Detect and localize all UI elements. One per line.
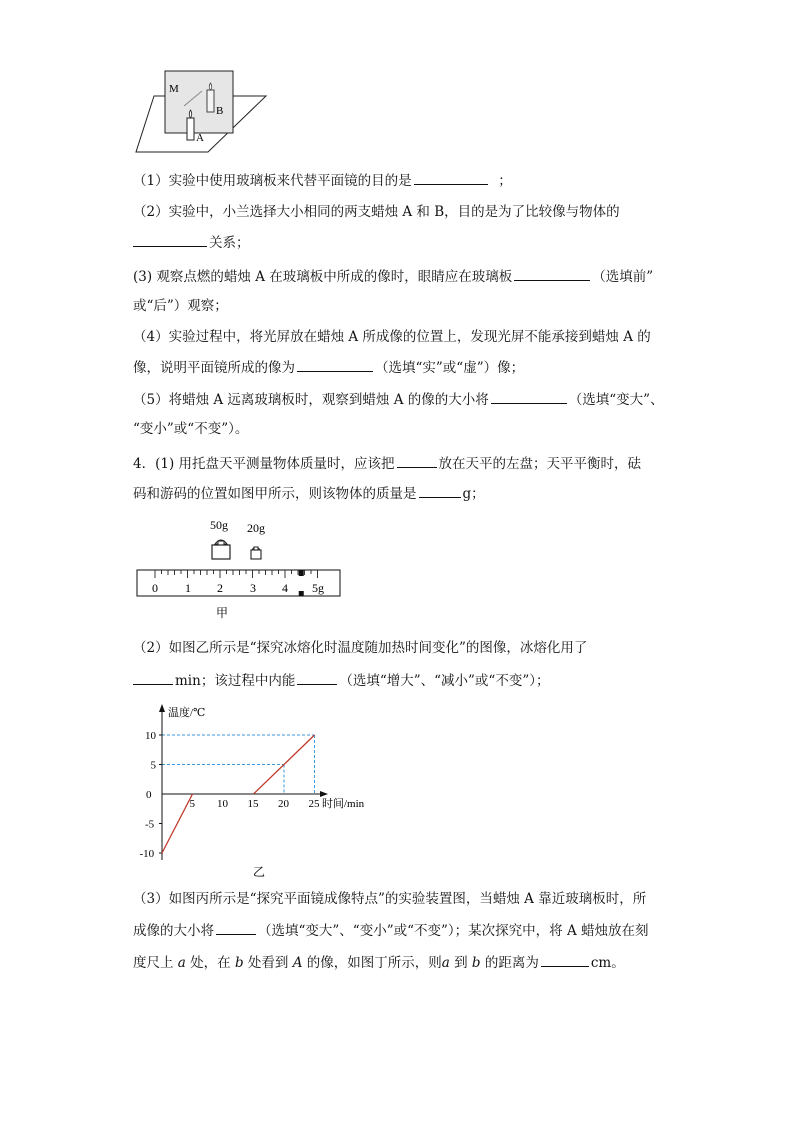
label-b: B xyxy=(216,105,224,117)
answer-blank[interactable] xyxy=(397,453,437,468)
y-tick-label: -5 xyxy=(145,818,155,831)
y-axis-arrow-icon xyxy=(159,704,165,712)
q4-line4: min；该过程中内能 （选填“增大”、“减小”或“不变”）； xyxy=(133,670,550,691)
answer-blank[interactable] xyxy=(216,920,256,935)
candle-a xyxy=(187,118,194,140)
tick-label: 4 xyxy=(282,581,288,595)
answer-blank[interactable] xyxy=(133,232,207,247)
x-axis-label: 时间/min xyxy=(322,798,365,810)
answer-blank[interactable] xyxy=(414,170,488,185)
mirror-figure xyxy=(132,66,272,156)
q4-line3: （2）如图乙所示是“探究冰熔化时温度随加热时间变化”的图像，冰熔化用了 xyxy=(133,640,588,656)
x-tick-label: 20 xyxy=(278,798,289,810)
q4-line1: 4．(1) 用托盘天平测量物体质量时，应该把 放在天平的左盘；天平平衡时，砝 xyxy=(133,453,641,474)
flame-b-icon xyxy=(209,83,212,90)
tick-label: 1 xyxy=(185,581,191,595)
answer-blank[interactable] xyxy=(514,266,590,281)
y-tick-label: 5 xyxy=(150,759,156,772)
answer-blank[interactable] xyxy=(541,952,589,967)
answer-blank[interactable] xyxy=(297,670,337,685)
tick-label: 0 xyxy=(152,581,158,595)
flame-a-icon xyxy=(189,110,192,118)
x-tick-label: 25 xyxy=(308,798,320,810)
q4-line5: （3）如图丙所示是“探究平面镜成像特点”的实验装置图，当蜡烛 A 靠近玻璃板时，所 xyxy=(133,891,647,907)
melting-chart xyxy=(128,700,388,880)
answer-blank[interactable] xyxy=(491,389,567,404)
candle-b xyxy=(207,90,214,112)
weight-50g-label: 50g xyxy=(210,518,228,532)
y-tick-label: -10 xyxy=(139,848,155,860)
answer-blank[interactable] xyxy=(419,483,461,498)
weight-20g-label: 20g xyxy=(247,521,265,535)
answer-blank[interactable] xyxy=(297,357,373,372)
q3-item4-line1: （4）实验过程中，将光屏放在蜡烛 A 所成像的位置上，发现光屏不能承接到蜡烛 A 的 xyxy=(133,329,651,345)
y-axis-label: 温度/℃ xyxy=(168,707,206,719)
weight-20g-icon xyxy=(251,547,261,559)
x-axis-arrow-icon xyxy=(320,791,328,797)
q3-item5-line2: “变小”或“不变”）。 xyxy=(133,421,249,437)
label-a: A xyxy=(196,132,204,144)
q4-line2: 码和游码的位置如图甲所示，则该物体的质量是 g； xyxy=(133,483,485,504)
origin-label: 0 xyxy=(146,789,152,801)
rider-ruler xyxy=(137,570,340,596)
answer-blank[interactable] xyxy=(133,670,173,685)
x-tick-label: 15 xyxy=(247,798,259,810)
glass-plate xyxy=(165,71,233,133)
caption-jia: 甲 xyxy=(216,606,229,620)
weight-50g-icon xyxy=(212,540,230,559)
q3-item3-line1: (3) 观察点燃的蜡烛 A 在玻璃板中所成的像时，眼睛应在玻璃板 （选填前” xyxy=(133,266,653,287)
q3-item2-line1: （2）实验中，小兰选择大小相同的两支蜡烛 A 和 B，目的是为了比较像与物体的 xyxy=(133,204,620,220)
q3-item2-line2: 关系； xyxy=(133,232,250,253)
q3-item1: （1）实验中使用玻璃板来代替平面镜的目的是 ； xyxy=(133,170,512,191)
x-tick-label: 5 xyxy=(189,798,195,810)
rider-bottom-icon xyxy=(299,591,304,596)
tick-label: 2 xyxy=(217,581,223,595)
rider-top-icon xyxy=(299,570,304,576)
y-tick-label: 10 xyxy=(145,730,156,742)
tick-label-end: 5g xyxy=(312,581,324,595)
caption-yi: 乙 xyxy=(253,865,266,879)
series-segment1 xyxy=(162,794,193,853)
q3-item5-line1: （5）将蜡烛 A 远离玻璃板时，观察到蜡烛 A 的像的大小将 （选填“变大”、 xyxy=(133,389,664,410)
x-ticks xyxy=(190,798,321,810)
q4-line7: 度尺上 a 处，在 b 处看到 A 的像，如图丁所示，则a 到 b 的距离为 cm。 xyxy=(133,952,625,973)
tick-label: 3 xyxy=(250,581,256,595)
q3-item4-line2: 像，说明平面镜所成的像为 （选填“实”或“虚”）像； xyxy=(133,357,524,378)
chart-guides xyxy=(162,735,315,794)
q3-item3-line2: 或“后”）观察； xyxy=(133,298,228,314)
balance-figure xyxy=(132,514,348,624)
x-tick-label: 10 xyxy=(217,798,228,810)
q4-line6: 成像的大小将 （选填“变大”、“变小”或“不变”）；某次探究中，将 A 蜡烛放在刻 xyxy=(133,920,649,941)
label-m: M xyxy=(169,83,179,95)
